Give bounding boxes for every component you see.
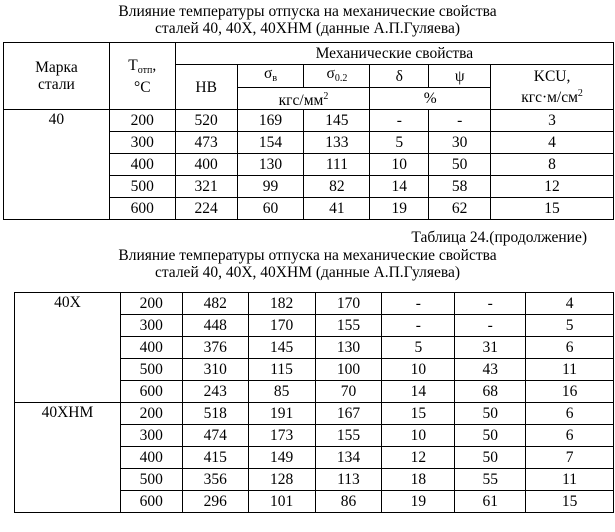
delta-cell: 5 xyxy=(370,132,429,154)
table-label: Таблица 24.(продолжение) xyxy=(411,229,587,246)
caption-top-line2: сталей 40, 40Х, 40ХНМ (данные А.П.Гуляева) xyxy=(154,20,461,37)
table-row xyxy=(15,403,614,425)
hb-cell: 376 xyxy=(182,337,248,359)
temperature-cell: 600 xyxy=(109,198,175,220)
delta-cell: - xyxy=(382,293,455,315)
properties-table-steels-40x-40xnm xyxy=(14,292,614,513)
sigma-02-cell: 111 xyxy=(304,154,370,176)
kcu-cell: 11 xyxy=(526,359,614,381)
kcu-cell: 12 xyxy=(491,176,614,198)
delta-cell: 12 xyxy=(382,447,455,469)
delta-cell: - xyxy=(370,110,429,132)
delta-cell: 15 xyxy=(382,403,455,425)
psi-cell: 50 xyxy=(429,154,491,176)
sigma-b-cell: 101 xyxy=(248,491,315,513)
delta-cell: 10 xyxy=(382,359,455,381)
caption-bottom-line2: сталей 40, 40Х, 40ХНМ (данные А.П.Гуляева) xyxy=(154,264,461,281)
delta-cell: 10 xyxy=(370,154,429,176)
kcu-cell: 8 xyxy=(491,154,614,176)
temperature-cell: 600 xyxy=(120,491,182,513)
psi-cell: 50 xyxy=(455,403,526,425)
delta-cell: 14 xyxy=(370,176,429,198)
header-sigma-02: $\sigma_{0.2}$ xyxy=(304,65,370,88)
psi-cell: 30 xyxy=(429,132,491,154)
grade-cell: 40Х xyxy=(15,293,121,403)
sigma-b-cell: 170 xyxy=(248,315,315,337)
sigma-b-cell: 149 xyxy=(248,447,315,469)
kcu-cell: 15 xyxy=(526,491,614,513)
psi-cell: - xyxy=(455,315,526,337)
hb-cell: 224 xyxy=(175,198,237,220)
header-psi: ψ xyxy=(429,65,491,88)
temperature-cell: 400 xyxy=(109,154,175,176)
hb-cell: 321 xyxy=(175,176,237,198)
sigma-02-cell: 155 xyxy=(315,425,382,447)
hb-cell: 518 xyxy=(182,403,248,425)
caption-top-line1: Влияние температуры отпуска на механические свойства xyxy=(118,3,497,20)
sigma-02-cell: 134 xyxy=(315,447,382,469)
sigma-b-cell: 128 xyxy=(248,469,315,491)
hb-cell: 415 xyxy=(182,447,248,469)
psi-cell: - xyxy=(455,293,526,315)
temperature-cell: 500 xyxy=(120,469,182,491)
caption-bottom xyxy=(0,247,615,281)
header-hb: HB xyxy=(175,65,237,110)
sigma-02-cell: 100 xyxy=(315,359,382,381)
kcu-cell: 3 xyxy=(491,110,614,132)
kcu-cell: 6 xyxy=(526,403,614,425)
sigma-02-cell: 145 xyxy=(304,110,370,132)
sigma-02-cell: 155 xyxy=(315,315,382,337)
psi-cell: 55 xyxy=(455,469,526,491)
table-row xyxy=(15,293,614,315)
psi-cell: 61 xyxy=(455,491,526,513)
temperature-cell: 600 xyxy=(120,381,182,403)
delta-cell: 10 xyxy=(382,425,455,447)
psi-cell: 50 xyxy=(455,447,526,469)
temperature-cell: 300 xyxy=(120,315,182,337)
header-kcu: KCU, $кгс\cdot м/см^2$ xyxy=(491,65,614,110)
delta-cell: 5 xyxy=(382,337,455,359)
kcu-cell: 4 xyxy=(491,132,614,154)
psi-cell: 58 xyxy=(429,176,491,198)
caption-bottom-line1: Влияние температуры отпуска на механические свойства xyxy=(118,247,497,264)
hb-cell: 296 xyxy=(182,491,248,513)
kcu-cell: 4 xyxy=(526,293,614,315)
sigma-02-cell: 70 xyxy=(315,381,382,403)
hb-cell: 473 xyxy=(175,132,237,154)
sigma-02-cell: 133 xyxy=(304,132,370,154)
kcu-cell: 11 xyxy=(526,469,614,491)
sigma-b-cell: 145 xyxy=(248,337,315,359)
kcu-cell: 16 xyxy=(526,381,614,403)
sigma-b-cell: 115 xyxy=(248,359,315,381)
sigma-b-cell: 60 xyxy=(237,198,304,220)
sigma-b-cell: 130 xyxy=(237,154,304,176)
hb-cell: 356 xyxy=(182,469,248,491)
psi-cell: - xyxy=(429,110,491,132)
sigma-b-cell: 85 xyxy=(248,381,315,403)
hb-cell: 448 xyxy=(182,315,248,337)
delta-cell: 14 xyxy=(382,381,455,403)
header-temperature: $T_{отп}$, °С xyxy=(109,43,175,110)
header-grade: Марка стали xyxy=(4,43,110,110)
sigma-02-cell: 113 xyxy=(315,469,382,491)
sigma-b-cell: 173 xyxy=(248,425,315,447)
psi-cell: 68 xyxy=(455,381,526,403)
temperature-cell: 400 xyxy=(120,447,182,469)
hb-cell: 482 xyxy=(182,293,248,315)
psi-cell: 43 xyxy=(455,359,526,381)
hb-cell: 474 xyxy=(182,425,248,447)
temperature-cell: 300 xyxy=(120,425,182,447)
delta-cell: 19 xyxy=(382,491,455,513)
delta-cell: - xyxy=(382,315,455,337)
psi-cell: 50 xyxy=(455,425,526,447)
temperature-cell: 500 xyxy=(109,176,175,198)
sigma-b-cell: 169 xyxy=(237,110,304,132)
header-unit-percent: % xyxy=(370,88,491,110)
header-mechanical-properties: Механические свойства xyxy=(175,43,613,65)
hb-cell: 400 xyxy=(175,154,237,176)
kcu-cell: 5 xyxy=(526,315,614,337)
psi-cell: 31 xyxy=(455,337,526,359)
sigma-02-cell: 82 xyxy=(304,176,370,198)
properties-table-steel-40 xyxy=(3,42,614,220)
temperature-cell: 300 xyxy=(109,132,175,154)
sigma-b-cell: 99 xyxy=(237,176,304,198)
temperature-cell: 200 xyxy=(120,293,182,315)
hb-cell: 310 xyxy=(182,359,248,381)
delta-cell: 18 xyxy=(382,469,455,491)
sigma-02-cell: 170 xyxy=(315,293,382,315)
temperature-cell: 200 xyxy=(120,403,182,425)
temperature-cell: 400 xyxy=(120,337,182,359)
table-row xyxy=(4,110,614,132)
grade-cell: 40 xyxy=(4,110,110,220)
sigma-02-cell: 86 xyxy=(315,491,382,513)
sigma-02-cell: 41 xyxy=(304,198,370,220)
temperature-cell: 500 xyxy=(120,359,182,381)
caption-top xyxy=(0,3,615,37)
sigma-b-cell: 182 xyxy=(248,293,315,315)
hb-cell: 520 xyxy=(175,110,237,132)
sigma-02-cell: 167 xyxy=(315,403,382,425)
header-delta: δ xyxy=(370,65,429,88)
psi-cell: 62 xyxy=(429,198,491,220)
sigma-b-cell: 191 xyxy=(248,403,315,425)
header-sigma-b: $\sigma_в$ xyxy=(237,65,304,88)
temperature-cell: 200 xyxy=(109,110,175,132)
grade-cell: 40ХНМ xyxy=(15,403,121,513)
kcu-cell: 15 xyxy=(491,198,614,220)
kcu-cell: 6 xyxy=(526,337,614,359)
hb-cell: 243 xyxy=(182,381,248,403)
kcu-cell: 7 xyxy=(526,447,614,469)
kcu-cell: 6 xyxy=(526,425,614,447)
delta-cell: 19 xyxy=(370,198,429,220)
sigma-02-cell: 130 xyxy=(315,337,382,359)
sigma-b-cell: 154 xyxy=(237,132,304,154)
header-unit-stress: кгс/$мм^2$ xyxy=(237,88,370,110)
